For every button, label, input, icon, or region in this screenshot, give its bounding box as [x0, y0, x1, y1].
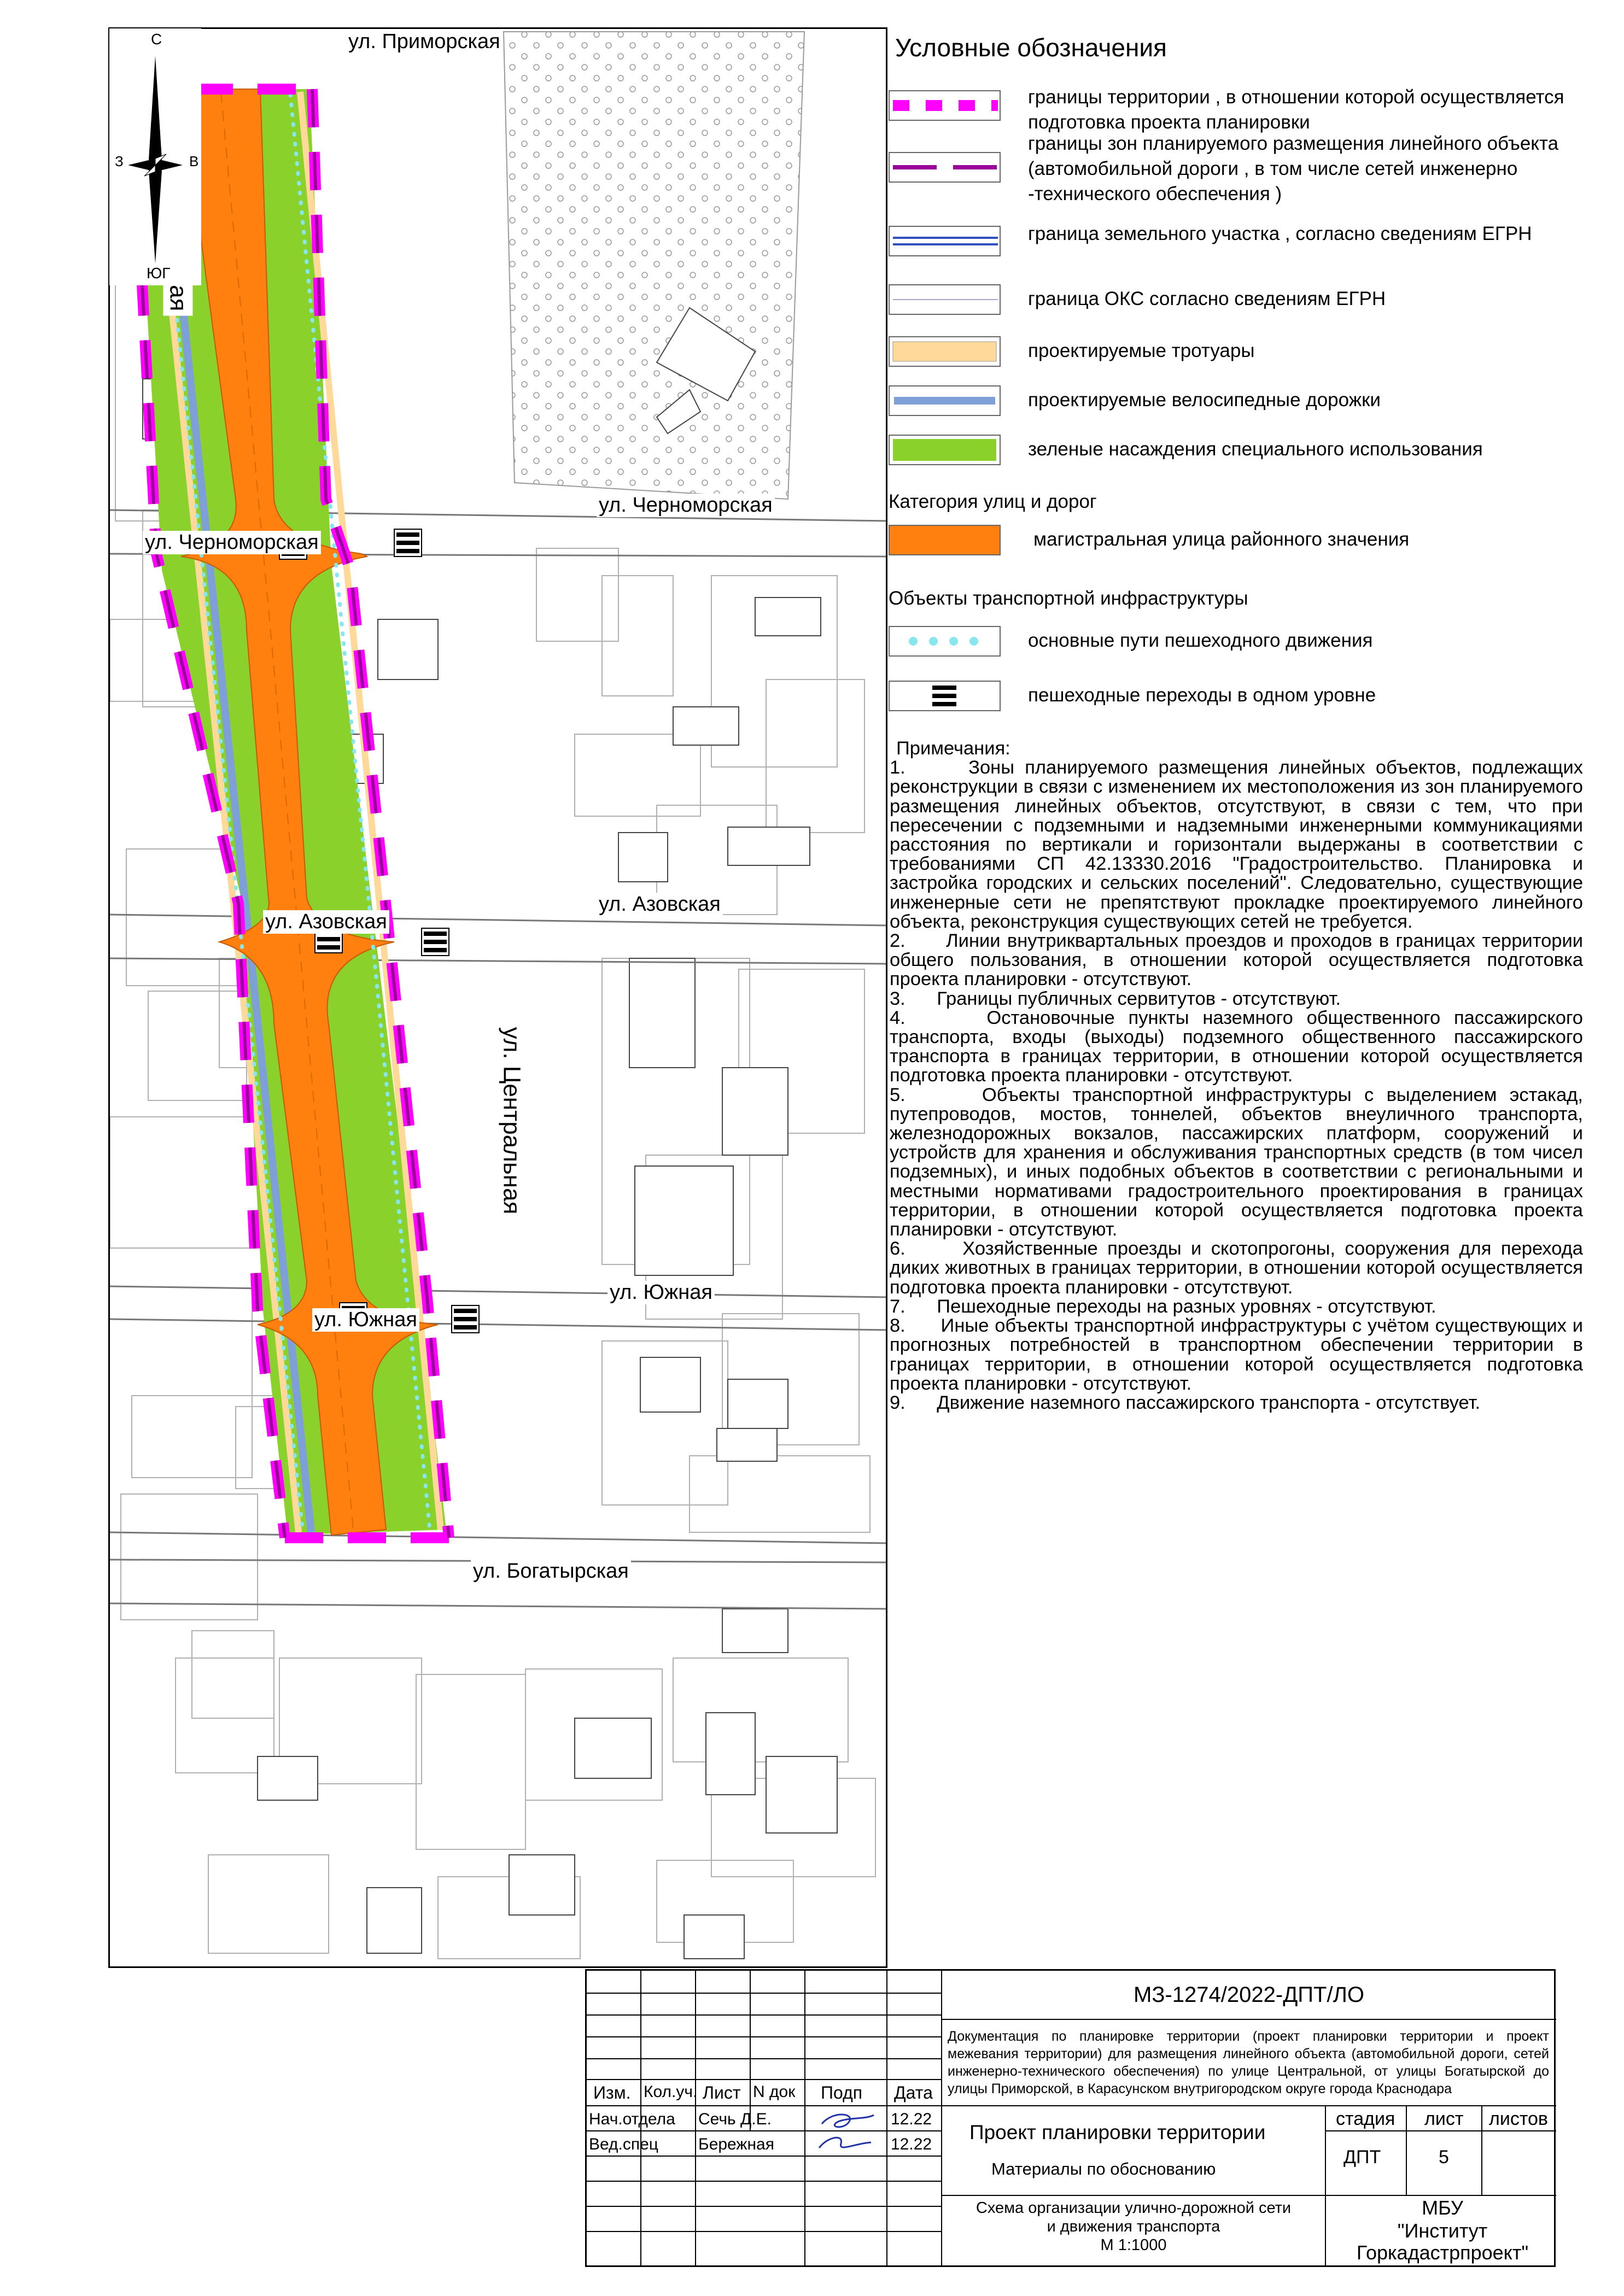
sidewalk-fill-icon — [889, 336, 1001, 367]
legend-item-label: границы территории , в отношении которой осуществляется подготовка проекта планировки — [1028, 86, 1564, 133]
drawing-name: и движения транспорта — [1047, 2218, 1220, 2235]
compass-west-label: З — [115, 153, 124, 169]
road-orange-fill-icon — [889, 525, 1001, 555]
street-label-chernomorskaya-right: ул. Черноморская — [597, 494, 775, 517]
legend-item-label: основные пути пешеходного движения — [1028, 630, 1373, 651]
street-label-bogatyrskaya: ул. Богатырская — [471, 1560, 631, 1583]
sheets-label: листов — [1489, 2108, 1548, 2129]
street-label-central-bottom: ул. Центральная — [496, 1023, 526, 1219]
cyan-dots-icon — [889, 626, 1001, 657]
legend-item-label: зеленые насаждения специального использования — [1028, 438, 1483, 460]
street-label-azovskaya-right: ул. Азовская — [597, 893, 723, 916]
sheet-value: 5 — [1439, 2147, 1449, 2168]
col-header: Изм. — [593, 2083, 631, 2102]
legend-item-label: граница земельного участка , согласно сведениям ЕГРН — [1028, 223, 1532, 244]
drawing-name: Схема организации улично-дорожной сети — [975, 2199, 1292, 2217]
stage-value: ДПТ — [1343, 2147, 1381, 2168]
blue-double-line-icon — [889, 226, 1001, 256]
note-item: 2. Линии внутриквартальных проездов и проходов в границах территории общего пользования, в отношении которой осуществляется подготовка проекта планировки - отсутствуют. — [890, 930, 1583, 990]
drawing-scale: М 1:1000 — [1100, 2236, 1167, 2254]
legend-item-label: магистральная улица районного значения — [1033, 529, 1410, 550]
col-header: Дата — [894, 2083, 933, 2102]
legend-item-label: границы зон планируемого размещения линейного объекта (автомобильной дороги , в том числе сетей инженерно -технического обеспечения ) — [1028, 133, 1559, 204]
handwritten-signature-icon — [811, 2105, 882, 2157]
compass-north-label: С — [151, 31, 162, 48]
note-item: 8. Иные объекты транспортной инфраструктуры с учётом существующих и прогнозных потребностей в транспортном обеспечении территории в границах территории, в отношении которой осуществляется подготовка проекта планировки - отсутствуют. — [890, 1315, 1583, 1394]
organization-name: МБУ — [1422, 2197, 1463, 2219]
note-item: 3. Границы публичных сервитутов - отсутствуют. — [890, 988, 1341, 1009]
note-item: 1. Зоны планируемого размещения линейных объектов, подлежащих реконструкции в связи с изменением их местоположения из зон планируемого размещения линейных объектов, отсутствуют, в связи с тем, что при пересечении с подземными и надземными инженерными коммуникациями расстояния по вертикали и горизонтали выдержаны в соответствии с требованиями СП 42.13330.2016 "Градостроительство. Планировка и застройка городских и сельских поселений". Следовательно, существующие инженерные сети не препятствуют прокладке проектируемого линейного объекта, реконструкция существующих сетей не требуется. — [890, 757, 1583, 932]
compass — [109, 28, 201, 285]
street-label-yuzhnaya-right: ул. Южная — [607, 1281, 715, 1304]
note-item: 9. Движение наземного пассажирского транспорта - отсутствует. — [890, 1392, 1481, 1413]
signature-name: Бережная — [698, 2135, 774, 2153]
crosswalk-bars-icon — [889, 681, 1001, 711]
document-code: МЗ-1274/2022-ДПТ/ЛО — [1134, 1983, 1364, 2007]
legend — [889, 27, 1616, 760]
notes-title: Примечания: — [896, 738, 1010, 759]
street-label-chernomorskaya-left: ул. Черноморская — [143, 531, 321, 554]
signature-date: 12.22 — [891, 2110, 932, 2128]
legend-item-label: проектируемые тротуары — [1028, 340, 1255, 361]
bike-lane-line-icon — [889, 385, 1001, 416]
organization-name: "Институт — [1397, 2219, 1488, 2242]
street-label-azovskaya-left: ул. Азовская — [263, 910, 389, 934]
compass-rose-icon — [109, 28, 201, 285]
transport-heading: Объекты транспортной инфраструктуры — [889, 588, 1248, 609]
legend-item-label: проектируемые велосипедные дорожки — [1028, 389, 1381, 411]
organization-name: Горкадастрпроект" — [1356, 2241, 1529, 2264]
signature-role: Нач.отдела — [589, 2110, 675, 2128]
note-item: 4. Остановочные пункты наземного общественного пассажирского транспорта, входы (выходы) подземного общественного пассажирского транспорта в границах территории, в отношении которой осуществляется подготовка проекта планировки - отсутствуют. — [890, 1007, 1583, 1086]
thin-outline-box-icon — [889, 284, 1001, 315]
project-title: Проект планировки территории — [969, 2121, 1266, 2143]
road-category-heading: Категория улиц и дорог — [889, 491, 1097, 512]
col-header: N док — [753, 2083, 796, 2101]
signature-name: Сечь Д.Е. — [698, 2110, 772, 2128]
map-canvas — [110, 29, 887, 1968]
note-item: 6. Хозяйственные проезды и скотопрогоны, сооружения для перехода диких животных в границах территории, в отношении которой осуществляется подготовка проекта планировки - отсутствуют. — [890, 1238, 1583, 1298]
col-header: Лист — [703, 2083, 741, 2102]
green-fill-icon — [889, 435, 1001, 465]
col-header: Подп — [821, 2083, 863, 2102]
document-description: Документация по планировке территории (проект планировки территории и проект межевания территории) для размещения линейного объекта (автомобильной дороги, сетей инженерно-технического обеспечения) по улице Центральной, от улицы Богатырской до улицы Приморской, в Карасунском внутригородском округе города Краснодара — [948, 2029, 1549, 2096]
note-item: 7. Пешеходные переходы на разных уровнях - отсутствуют. — [890, 1296, 1436, 1317]
stage-label: стадия — [1336, 2108, 1395, 2129]
street-label-yuzhnaya-left: ул. Южная — [312, 1308, 419, 1332]
legend-item-label: граница ОКС согласно сведениям ЕГРН — [1028, 288, 1386, 309]
signature-date: 12.22 — [891, 2135, 932, 2153]
legend-title: Условные обозначения — [895, 33, 1167, 62]
compass-south-label: ЮГ — [147, 265, 171, 282]
note-item: 5. Объекты транспортной инфраструктуры с выделением эстакад, путепроводов, мостов, тоннелей, объектов внеуличного транспорта, железнодорожных вокзалов, пассажирских платформ, сооружений и устройств для хранения и обслуживания транспортных средств (в том чисел подземных), и иных подобных объектов в соответствии с региональными и местными нормативами градостроительного проектирования в границах территории, в отношении которой осуществляется подготовка проекта планировки - отсутствуют. — [890, 1084, 1583, 1240]
title-block — [585, 1969, 1556, 2267]
legend-item-label: пешеходные переходы в одном уровне — [1028, 684, 1376, 706]
park-area — [504, 32, 804, 499]
compass-east-label: В — [189, 153, 199, 169]
signature-role: Вед.спец — [589, 2135, 658, 2153]
purple-dash-line-icon — [889, 152, 1001, 183]
magenta-dash-line-icon — [889, 90, 1001, 121]
sheet-label: лист — [1424, 2108, 1464, 2129]
notes — [890, 739, 1583, 1413]
project-subtitle: Материалы по обоснованию — [991, 2159, 1216, 2178]
map-area — [108, 27, 887, 1968]
col-header: Кол.уч. — [644, 2083, 698, 2101]
street-label-primorskaya: ул. Приморская — [346, 30, 503, 54]
